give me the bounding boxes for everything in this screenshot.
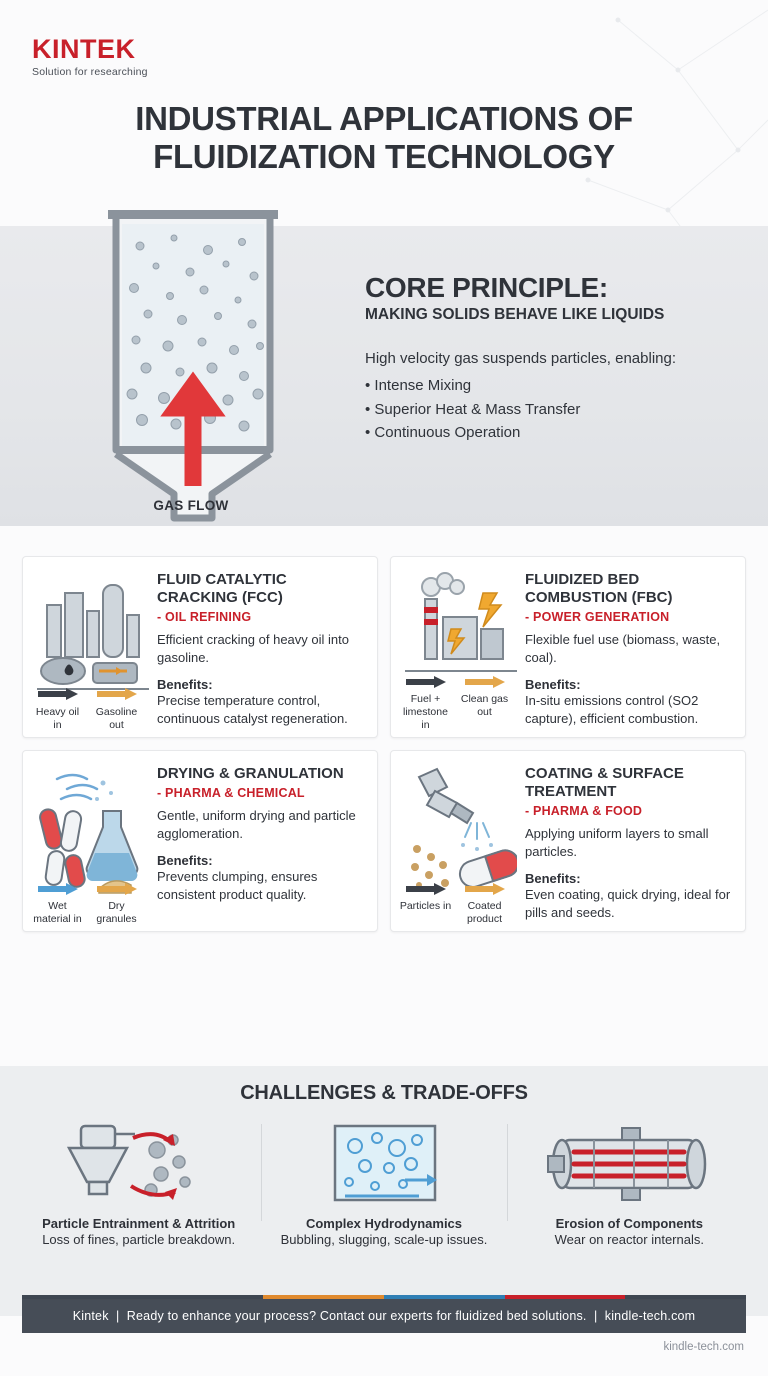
io-output-label: Clean gas out — [460, 693, 509, 718]
core-principle-lead: High velocity gas suspends particles, enabling: — [365, 350, 677, 367]
card-io-labels — [399, 883, 511, 926]
io-input-label: Particles in — [399, 900, 452, 913]
core-principle-text — [365, 272, 745, 445]
cyclone-attrition-icon — [24, 1116, 253, 1212]
core-bullet: • Continuous Operation — [365, 421, 745, 445]
challenge-item-erosion — [507, 1116, 752, 1249]
io-input — [31, 883, 84, 926]
io-output — [458, 883, 511, 926]
footer-credit: kindle-tech.com — [663, 1341, 744, 1353]
challenge-heading: Complex Hydrodynamics — [305, 1216, 463, 1231]
challenge-text: Wear on reactor internals. — [554, 1232, 704, 1247]
fluidized-bed-reactor-illustration — [78, 200, 308, 530]
io-input-label: Wet material in — [33, 900, 82, 925]
card-sector: - OIL REFINING — [157, 610, 252, 624]
card-fbc[interactable] — [390, 556, 746, 738]
application-cards — [22, 556, 746, 944]
page-title-line2: FLUIDIZATION TECHNOLOGY — [153, 137, 615, 175]
io-output-label: Coated product — [466, 900, 503, 925]
card-sector: - PHARMA & CHEMICAL — [157, 786, 305, 801]
card-coating-body — [525, 765, 731, 921]
arrow-right-orange-icon — [95, 688, 139, 700]
card-drying-body — [157, 765, 363, 921]
card-drying-granulation[interactable] — [22, 750, 378, 932]
card-io-labels — [31, 883, 143, 926]
footer-brand: Kintek — [72, 1309, 109, 1323]
card-sector: - POWER GENERATION — [525, 610, 670, 624]
card-fcc-body — [157, 571, 363, 727]
challenge-text: Bubbling, slugging, scale-up issues. — [280, 1232, 488, 1247]
io-input — [399, 676, 452, 731]
card-io-labels — [31, 688, 143, 731]
arrow-right-dark-icon — [404, 676, 448, 688]
benefits-label: Benefits: — [525, 677, 581, 693]
footer-separator-1: | — [108, 1309, 127, 1323]
page-title-line1: INDUSTRIAL APPLICATIONS OF — [135, 100, 633, 137]
benefits-label: Benefits: — [525, 871, 581, 887]
core-principle-subtitle: MAKING SOLIDS BEHAVE LIKE LIQUIDS — [365, 306, 665, 323]
card-heading: FLUID CATALYTIC CRACKING (FCC) — [157, 571, 287, 606]
core-principle-bullets — [365, 374, 745, 445]
page-title — [0, 100, 768, 176]
arrow-right-blue-icon — [36, 883, 80, 895]
benefits-text: Even coating, quick drying, ideal for pills and seeds. — [525, 887, 731, 920]
challenges-list — [16, 1116, 752, 1249]
card-coating-surface-treatment[interactable] — [390, 750, 746, 932]
card-description: Gentle, uniform drying and particle agglomeration. — [157, 808, 356, 841]
brand-logo — [32, 34, 148, 78]
card-description: Applying uniform layers to small particles. — [525, 826, 709, 859]
challenge-text: Loss of fines, particle breakdown. — [42, 1232, 236, 1247]
brand-name: KINTEK — [32, 34, 136, 64]
benefits-text: Prevents clumping, ensures consistent product quality. — [157, 869, 318, 902]
footer-separator-2: | — [586, 1309, 605, 1323]
io-input-label: Fuel + limestone in — [403, 693, 448, 731]
footer-cta: Ready to enhance your process? Contact our experts for fluidized bed solutions. — [126, 1309, 587, 1323]
bubbling-bed-icon — [269, 1116, 498, 1212]
io-output — [90, 883, 143, 926]
card-io-labels — [399, 676, 511, 731]
io-input-label: Heavy oil in — [35, 706, 80, 731]
footer-bar — [22, 1299, 746, 1333]
core-principle-title: CORE PRINCIPLE: — [365, 272, 608, 303]
io-input — [31, 688, 84, 731]
cards-row-1 — [22, 556, 746, 738]
card-sector: - PHARMA & FOOD — [525, 804, 643, 819]
card-description: Flexible fuel use (biomass, waste, coal). — [525, 632, 721, 665]
challenges-title: CHALLENGES & TRADE-OFFS — [240, 1082, 528, 1104]
brand-tagline: Solution for researching — [32, 66, 148, 78]
heat-exchanger-erosion-icon — [515, 1116, 744, 1212]
io-input — [399, 883, 452, 926]
card-heading: FLUIDIZED BED COMBUSTION (FBC) — [525, 571, 673, 606]
io-output-label: Dry granules — [96, 900, 137, 925]
challenge-heading: Particle Entrainment & Attrition — [42, 1216, 236, 1231]
arrow-right-dark-icon — [404, 883, 448, 895]
challenge-item-entrainment — [16, 1116, 261, 1249]
core-bullet: • Intense Mixing — [365, 374, 745, 398]
gas-flow-label: GAS FLOW — [153, 498, 229, 513]
card-fbc-body — [525, 571, 731, 727]
challenge-item-hydrodynamics — [261, 1116, 506, 1249]
io-output — [458, 676, 511, 731]
footer-website[interactable]: kindle-tech.com — [604, 1309, 696, 1323]
arrow-right-dark-icon — [36, 688, 80, 700]
card-description: Efficient cracking of heavy oil into gasoline. — [157, 632, 349, 665]
core-bullet: • Superior Heat & Mass Transfer — [365, 398, 745, 422]
benefits-label: Benefits: — [157, 853, 213, 869]
challenge-heading: Erosion of Components — [555, 1216, 703, 1231]
benefits-label: Benefits: — [157, 677, 213, 693]
benefits-text: Precise temperature control, continuous catalyst regeneration. — [157, 693, 348, 726]
card-heading: DRYING & GRANULATION — [157, 765, 344, 783]
card-heading: COATING & SURFACE TREATMENT — [525, 765, 684, 801]
benefits-text: In-situ emissions control (SO2 capture), efficient combustion. — [525, 693, 699, 726]
io-output-label: Gasoline out — [95, 706, 138, 731]
card-fcc[interactable] — [22, 556, 378, 738]
io-output — [90, 688, 143, 731]
arrow-right-orange-icon — [463, 676, 507, 688]
cards-row-2 — [22, 750, 746, 932]
arrow-right-orange-icon — [95, 883, 139, 895]
arrow-right-orange-icon — [463, 883, 507, 895]
